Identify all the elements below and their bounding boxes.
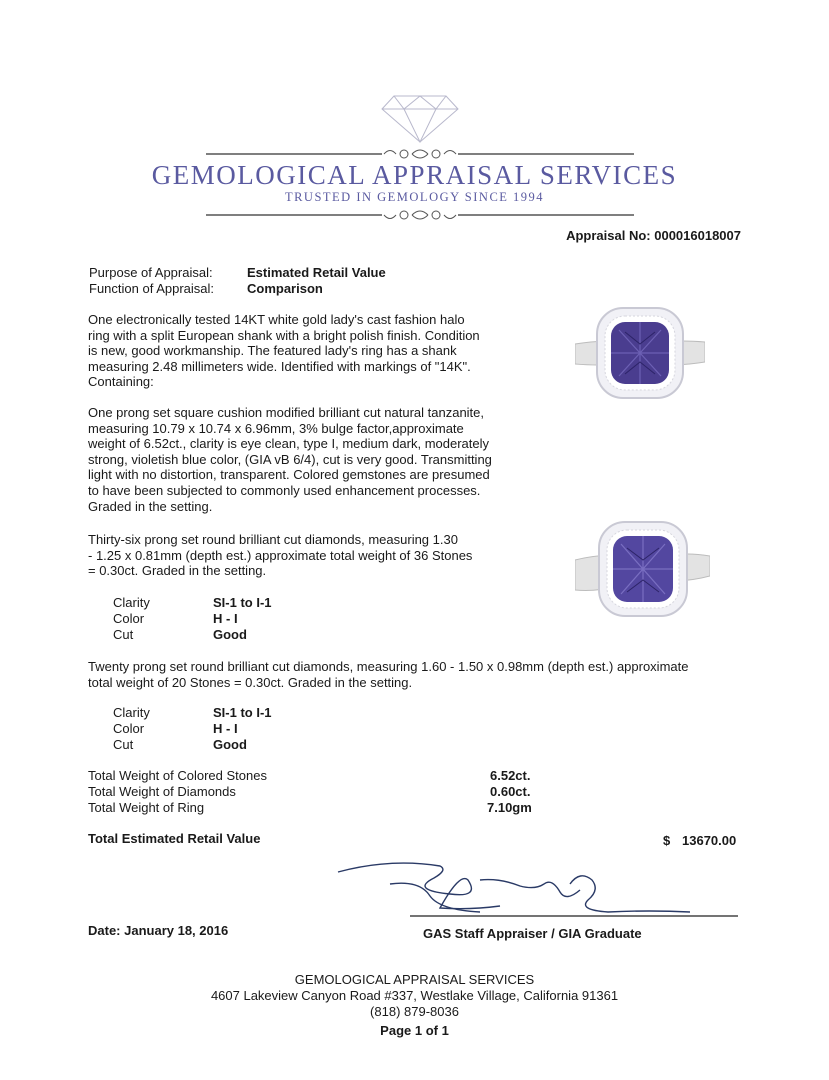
appraiser-signature bbox=[330, 850, 742, 922]
footer-address: 4607 Lakeview Canyon Road #337, Westlake Village, California 91361 bbox=[210, 988, 619, 1003]
diamonds-1-color-value: H - I bbox=[213, 611, 238, 626]
description-line: One electronically tested 14KT white gold lady's cast fashion halo bbox=[88, 312, 465, 327]
purpose-value: Estimated Retail Value bbox=[247, 265, 386, 280]
ring-photo-side bbox=[575, 516, 710, 620]
diamonds-2-line: Twenty prong set round brilliant cut diamonds, measuring 1.60 - 1.50 x 0.98mm (depth est.) approximate bbox=[88, 659, 689, 674]
function-value: Comparison bbox=[247, 281, 323, 296]
center-stone-line: One prong set square cushion modified brilliant cut natural tanzanite, bbox=[88, 405, 485, 420]
diamonds-1-line: Thirty-six prong set round brilliant cut diamonds, measuring 1.30 bbox=[88, 532, 458, 547]
diamonds-1-line: = 0.30ct. Graded in the setting. bbox=[88, 563, 267, 579]
diamonds-group-1-description bbox=[88, 532, 528, 579]
description-line: is new, good workmanship. The featured lady's ring has a shank bbox=[88, 343, 457, 359]
total-retail-value: 13670.00 bbox=[682, 833, 737, 848]
appraisal-number-value: 000016018007 bbox=[654, 228, 741, 243]
footer-company: GEMOLOGICAL APPRAISAL SERVICES bbox=[294, 972, 535, 987]
diamonds-2-cut-label: Cut bbox=[113, 737, 134, 752]
total-diamonds-label: Total Weight of Diamonds bbox=[88, 784, 236, 799]
diamonds-1-clarity-label: Clarity bbox=[113, 595, 150, 610]
total-diamonds-value: 0.60ct. bbox=[490, 784, 531, 799]
footer-phone: (818) 879-8036 bbox=[370, 1004, 459, 1019]
logo-bottom-rule bbox=[206, 207, 634, 223]
page-indicator: Page 1 of 1 bbox=[380, 1023, 449, 1038]
company-tagline: TRUSTED IN GEMOLOGY SINCE 1994 bbox=[284, 190, 545, 204]
function-label: Function of Appraisal: bbox=[89, 281, 215, 296]
center-stone-line: light with no distortion, transparent. Colored gemstones are presumed bbox=[88, 467, 490, 483]
total-colored-label: Total Weight of Colored Stones bbox=[88, 768, 267, 783]
appraisal-number-label: Appraisal No: bbox=[566, 228, 651, 243]
purpose-label: Purpose of Appraisal: bbox=[89, 265, 213, 280]
center-stone-line: measuring 10.79 x 10.74 x 6.96mm, 3% bulge factor,approximate bbox=[88, 420, 464, 436]
ring-description bbox=[88, 312, 528, 390]
diamonds-2-color-label: Color bbox=[113, 721, 145, 736]
total-retail-label: Total Estimated Retail Value bbox=[88, 831, 261, 846]
description-line: ring with a split European shank with a bright polish finish. Condition bbox=[88, 327, 480, 343]
center-stone-line: strong, violetish blue color, (GIA vB 6/4), cut is very good. Transmitting bbox=[88, 451, 492, 467]
diamond-logo-icon bbox=[380, 94, 460, 144]
diamonds-2-line: total weight of 20 Stones = 0.30ct. Graded in the setting. bbox=[88, 674, 413, 690]
center-stone-line: weight of 6.52ct., clarity is eye clean, type I, medium dark, moderately bbox=[88, 436, 490, 452]
ring-photo-top bbox=[575, 302, 705, 406]
diamonds-1-cut-label: Cut bbox=[113, 627, 134, 642]
total-ring-value: 7.10gm bbox=[487, 800, 532, 815]
total-retail-currency: $ bbox=[663, 833, 671, 848]
total-colored-value: 6.52ct. bbox=[490, 768, 531, 783]
diamonds-group-2-description bbox=[88, 659, 738, 690]
appraiser-title: GAS Staff Appraiser / GIA Graduate bbox=[423, 926, 642, 941]
appraisal-date: Date: January 18, 2016 bbox=[88, 923, 229, 938]
company-logo-title: GEMOLOGICAL APPRAISAL SERVICES bbox=[151, 160, 678, 190]
center-stone-line: Graded in the setting. bbox=[88, 498, 213, 514]
diamonds-1-line: - 1.25 x 0.81mm (depth est.) approximate total weight of 36 Stones bbox=[88, 547, 473, 563]
description-line: Containing: bbox=[88, 374, 154, 390]
diamonds-1-cut-value: Good bbox=[213, 627, 247, 642]
diamonds-1-clarity-value: SI-1 to I-1 bbox=[213, 595, 272, 610]
diamonds-2-clarity-value: SI-1 to I-1 bbox=[213, 705, 272, 720]
description-line: measuring 2.48 millimeters wide. Identified with markings of "14K". bbox=[88, 358, 471, 374]
center-stone-description bbox=[88, 405, 528, 514]
center-stone-line: to have been subjected to commonly used enhancement processes. bbox=[88, 482, 481, 498]
appraisal-number bbox=[566, 228, 741, 244]
diamonds-2-clarity-label: Clarity bbox=[113, 705, 150, 720]
diamonds-2-color-value: H - I bbox=[213, 721, 238, 736]
total-ring-label: Total Weight of Ring bbox=[88, 800, 205, 815]
diamonds-2-cut-value: Good bbox=[213, 737, 247, 752]
diamonds-1-color-label: Color bbox=[113, 611, 145, 626]
